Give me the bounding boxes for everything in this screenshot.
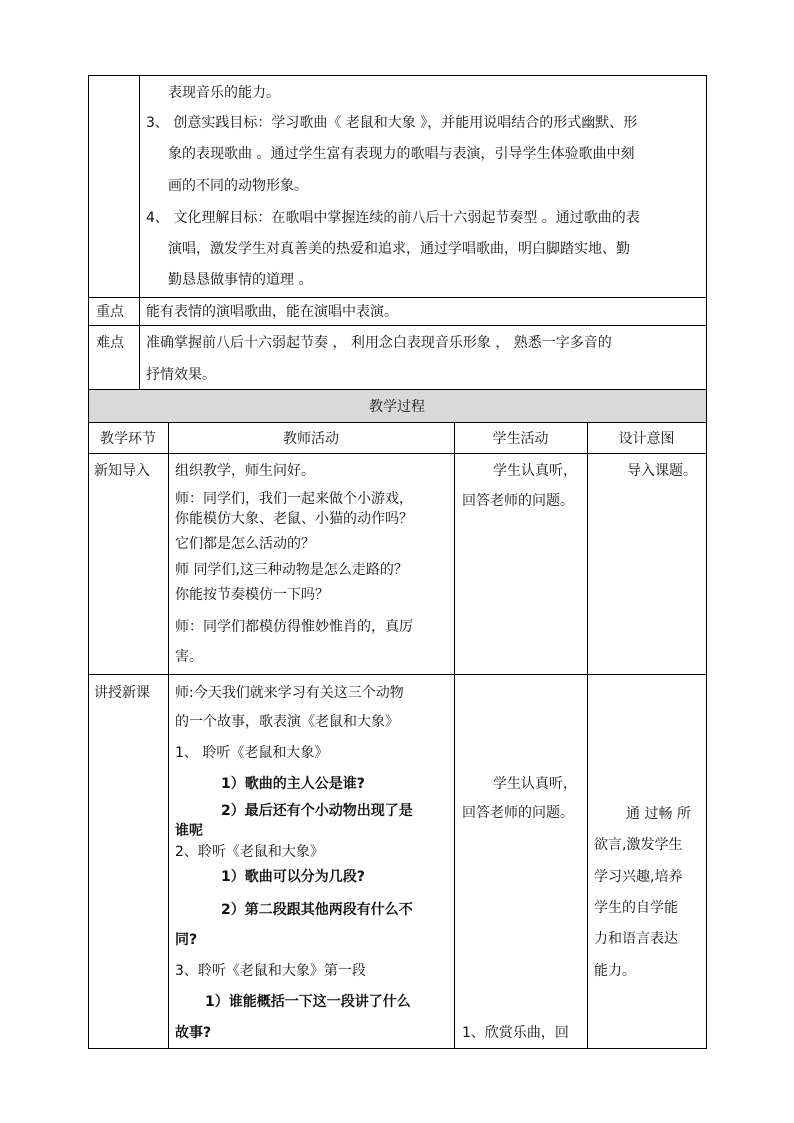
- objective-4-line: 演唱，激发学生对真善美的热爱和追求，通过学唱歌曲，明白脚踏实地、勤: [168, 241, 630, 257]
- header-student: 学生活动: [492, 431, 549, 447]
- intro-teacher-line: 你能模仿大象、老鼠、小猫的动作吗？: [175, 511, 413, 527]
- stage-intro: 新知导入: [94, 463, 150, 479]
- table-border: [88, 674, 707, 675]
- table-border: [88, 297, 707, 298]
- new-teacher-question: 同?: [175, 932, 198, 948]
- new-teacher-line: 3、聆听《老鼠和大象》第一段: [175, 963, 366, 979]
- header-stage: 教学环节: [100, 431, 156, 447]
- intro-teacher-line: 你能按节奏模仿一下吗？: [175, 587, 329, 603]
- new-student-line: 1、欣赏乐曲，回: [462, 1025, 569, 1041]
- difficulty-text: 准确掌握前八后十六弱起节奏 ， 利用念白表现音乐形象 ， 熟悉一字多音的: [146, 335, 612, 351]
- process-title: 教学过程: [369, 399, 425, 415]
- intro-teacher-line: 师：同学们，我们一起来做个小游戏，: [175, 491, 413, 507]
- objective-4-line: 4、 文化理解目标：在歌唱中掌握连续的前八后十六弱起节奏型 。通过歌曲的表: [146, 210, 640, 226]
- header-intent: 设计意图: [618, 431, 675, 447]
- key-point-label: 重点: [96, 304, 124, 320]
- new-teacher-line: 师:今天我们就来学习有关这三个动物: [175, 685, 404, 701]
- table-border: [88, 389, 707, 390]
- table-border: [88, 325, 707, 326]
- new-teacher-question: 1）谁能概括一下这一段讲了什么: [205, 994, 411, 1010]
- new-intent-line: 学习兴趣,培养: [594, 869, 683, 885]
- new-student-line: 学生认真听，: [493, 776, 577, 792]
- intro-teacher-line: 师 同学们,这三种动物是怎么走路的？: [175, 562, 408, 578]
- new-intent-line: 能力。: [594, 963, 636, 979]
- table-border: [706, 75, 707, 1049]
- new-teacher-question: 2）第二段跟其他两段有什么不: [221, 902, 413, 918]
- new-intent-line: 学生的自学能: [594, 900, 678, 916]
- intro-teacher-line: 师：同学们都模仿得惟妙惟肖的，真厉: [175, 619, 413, 635]
- key-point-text: 能有表情的演唱歌曲，能在演唱中表演。: [146, 304, 398, 320]
- difficulty-label: 难点: [96, 335, 124, 351]
- new-teacher-question: 1）歌曲可以分为几段?: [221, 869, 365, 885]
- table-border: [139, 75, 140, 390]
- table-border: [168, 422, 169, 1049]
- intro-intent: 导入课题。: [627, 463, 697, 479]
- objective-3-line: 3、 创意实践目标：学习歌曲《 老鼠和大象 》，并能用说唱结合的形式幽默、形: [146, 115, 638, 131]
- stage-new: 讲授新课: [94, 685, 150, 701]
- objective-4-line: 勤恳恳做事情的道理 。: [168, 272, 313, 288]
- table-border: [88, 1048, 707, 1049]
- header-teacher: 教师活动: [283, 431, 339, 447]
- intro-teacher-line: 组织教学，师生问好。: [175, 463, 315, 479]
- table-border: [88, 75, 89, 1049]
- table-border: [88, 453, 707, 454]
- objective-3-line: 象的表现歌曲 。通过学生富有表现力的歌唱与表演，引导学生体验歌曲中刻: [168, 146, 635, 162]
- new-intent-line: 通 过畅 所: [626, 806, 691, 822]
- table-border: [88, 75, 707, 76]
- new-student-line: 回答老师的问题。: [462, 805, 574, 821]
- new-teacher-line: 2、聆听《老鼠和大象》: [175, 844, 324, 860]
- new-teacher-line: 的一个故事，歌表演《老鼠和大象》: [175, 714, 399, 730]
- intro-teacher-line: 害。: [175, 649, 203, 665]
- intro-student-line: 学生认真听，: [493, 463, 577, 479]
- new-teacher-question: 谁呢: [175, 823, 203, 839]
- intro-student-line: 回答老师的问题。: [462, 493, 574, 509]
- table-border: [454, 422, 455, 1049]
- table-border: [587, 422, 588, 1049]
- new-teacher-question: 故事?: [175, 1025, 212, 1041]
- new-teacher-question: 1）歌曲的主人公是谁?: [221, 776, 365, 792]
- intro-teacher-line: 它们都是怎么活动的？: [175, 536, 315, 552]
- new-intent-line: 欲言,激发学生: [594, 837, 683, 853]
- objective-3-line: 画的不同的动物形象。: [168, 178, 308, 194]
- new-teacher-line: 1、 聆听《老鼠和大象》: [175, 745, 329, 761]
- new-intent-line: 力和语言表达: [594, 931, 678, 947]
- table-border: [88, 422, 707, 423]
- new-teacher-question: 2）最后还有个小动物出现了是: [221, 803, 413, 819]
- difficulty-text: 抒情效果。: [146, 367, 216, 383]
- objective-text: 表现音乐的能力。: [168, 85, 280, 101]
